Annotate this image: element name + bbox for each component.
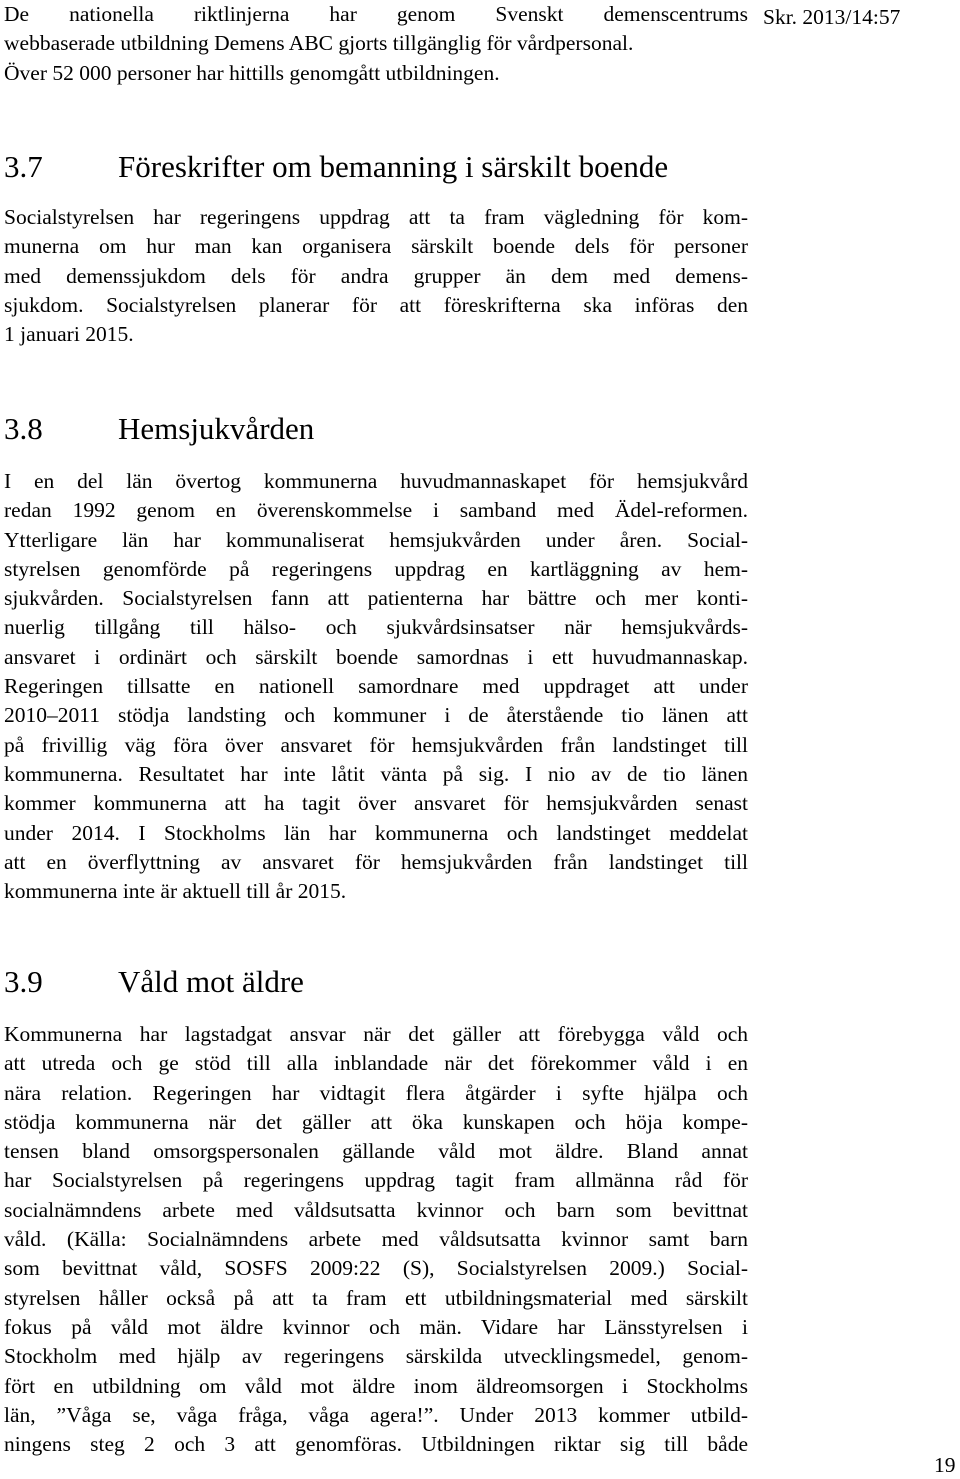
section-3-9-paragraph [4, 1020, 748, 1459]
text-line: på frivillig väg föra över ansvaret för hemsjukvården från landstinget till [4, 732, 748, 757]
text-line: stödja kommunerna när det gäller att öka kunskapen och höja kompe- [4, 1109, 748, 1134]
text-line: Socialstyrelsen har regeringens uppdrag att ta fram vägledning för kom- [4, 205, 748, 229]
text-line: 2010–2011 stödja landsting och kommuner i de återstående tio länen att [4, 703, 748, 728]
text-line: Över 52 000 personer har hittills genomgått utbildningen. [4, 60, 500, 85]
text-line: sjukdom. Socialstyrelsen planerar för att föreskrifterna ska införas den [4, 292, 748, 317]
text-line: Regeringen tillsatte en nationell samordnare med uppdraget att under [4, 674, 748, 699]
text-line: fört en utbildning om våld mot äldre inom äldreomsorgen i Stockholms [4, 1373, 748, 1398]
section-number: 3.8 [4, 411, 43, 446]
text-line: som bevittnat våld, SOSFS 2009:22 (S), Socialstyrelsen 2009.) Social- [4, 1256, 748, 1281]
section-number: 3.9 [4, 964, 43, 999]
text-line: sjukvården. Socialstyrelsen fann att patienterna har bättre och mer konti- [4, 586, 748, 611]
text-line: 1 januari 2015. [4, 322, 134, 347]
section-title: Hemsjukvården [118, 411, 315, 446]
text-line: Ytterligare län har kommunaliserat hemsjukvården under åren. Social- [4, 527, 748, 552]
text-line: län, ”Våga se, våga fråga, våga agera!”. Under 2013 kommer utbild- [4, 1402, 748, 1427]
section-heading-3-8 [4, 411, 314, 447]
text-line: tensen bland omsorgspersonalen gällande våld mot äldre. Bland annat [4, 1139, 748, 1164]
section-3-8-paragraph [4, 467, 748, 906]
text-line: kommer kommunerna att ha tagit över ansvaret för hemsjukvården senast [4, 791, 748, 816]
text-line: webbaserade utbildning Demens ABC gjorts tillgänglig för vårdpersonal. [4, 31, 634, 56]
document-reference: Skr. 2013/14:57 [763, 5, 901, 29]
text-line: socialnämndens arbete med våldsutsatta kvinnor och barn som bevittnat [4, 1197, 748, 1222]
text-line: redan 1992 genom en överenskommelse i samband med Ädel-reformen. [4, 498, 748, 523]
text-line: med demenssjukdom dels för andra grupper än dem med demens- [4, 263, 748, 288]
text-line: nära relation. Regeringen har vidtagit flera åtgärder i syfte hjälpa och [4, 1080, 748, 1105]
text-line: att en överflyttning av ansvaret för hemsjukvården från landstinget till [4, 849, 748, 874]
text-line: under 2014. I Stockholms län har kommunerna och landstinget meddelat [4, 820, 748, 845]
text-line: munerna om hur man kan organisera särskilt boende dels för personer [4, 234, 748, 259]
page-number: 19 [934, 1453, 956, 1477]
text-line: kommunerna. Resultatet har inte låtit vänta på sig. I nio av de tio länen [4, 761, 748, 786]
text-line: nuerlig tillgång till hälso- och sjukvårdsinsatser när hemsjukvårds- [4, 615, 748, 640]
text-line: ningens steg 2 och 3 att genomföras. Utbildningen riktar sig till både [4, 1432, 748, 1457]
text-line: styrelsen genomförde på regeringens uppdrag en kartläggning av hem- [4, 556, 748, 581]
section-3-7-paragraph [4, 203, 748, 349]
text-line: De nationella riktlinjerna har genom Svenskt demenscentrums [4, 2, 748, 26]
section-heading-3-9 [4, 964, 304, 1000]
section-title: Våld mot äldre [118, 964, 304, 999]
text-line: ansvaret i ordinärt och särskilt boende samordnas i ett huvudmannaskap. [4, 644, 748, 669]
text-line: att utreda och ge stöd till alla inblandade när det förekommer våld i en [4, 1051, 748, 1076]
text-line: fokus på våld mot äldre kvinnor och män. Vidare har Länsstyrelsen i [4, 1314, 748, 1339]
section-heading-3-7 [4, 149, 668, 185]
text-line: våld. (Källa: Socialnämndens arbete med våldsutsatta kvinnor samt barn [4, 1227, 748, 1252]
text-line: Stockholm med hjälp av regeringens särskilda utvecklingsmedel, genom- [4, 1344, 748, 1369]
intro-paragraph [4, 0, 748, 88]
section-title: Föreskrifter om bemanning i särskilt boende [118, 149, 669, 184]
text-line: Kommunerna har lagstadgat ansvar när det gäller att förebygga våld och [4, 1022, 748, 1046]
text-line: kommunerna inte är aktuell till år 2015. [4, 879, 347, 904]
section-number: 3.7 [4, 149, 43, 184]
text-line: styrelsen håller också på att ta fram ett utbildningsmaterial med särskilt [4, 1285, 748, 1310]
text-line: har Socialstyrelsen på regeringens uppdrag tagit fram allmänna råd för [4, 1168, 748, 1193]
text-line: I en del län övertog kommunerna huvudmannaskapet för hemsjukvård [4, 469, 748, 493]
